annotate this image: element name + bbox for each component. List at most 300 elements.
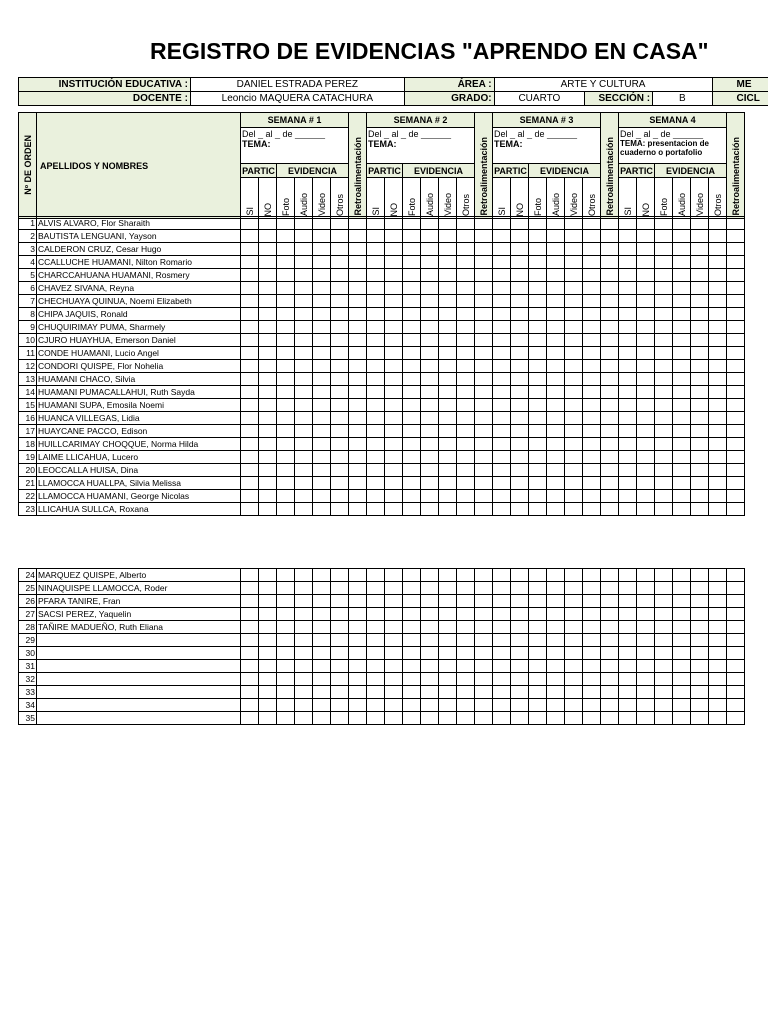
evidence-cell[interactable] xyxy=(601,634,619,647)
evidence-cell[interactable] xyxy=(367,243,385,256)
evidence-cell[interactable] xyxy=(529,451,547,464)
evidence-cell[interactable] xyxy=(637,582,655,595)
evidence-cell[interactable] xyxy=(241,334,259,347)
evidence-cell[interactable] xyxy=(277,464,295,477)
evidence-cell[interactable] xyxy=(637,308,655,321)
evidence-cell[interactable] xyxy=(709,647,727,660)
evidence-cell[interactable] xyxy=(295,490,313,503)
evidence-cell[interactable] xyxy=(331,490,349,503)
evidence-cell[interactable] xyxy=(565,386,583,399)
evidence-cell[interactable] xyxy=(277,673,295,686)
evidence-cell[interactable] xyxy=(385,295,403,308)
evidence-cell[interactable] xyxy=(691,503,709,516)
evidence-cell[interactable] xyxy=(475,686,493,699)
evidence-cell[interactable] xyxy=(259,334,277,347)
evidence-cell[interactable] xyxy=(709,295,727,308)
evidence-cell[interactable] xyxy=(457,347,475,360)
evidence-cell[interactable] xyxy=(241,256,259,269)
evidence-cell[interactable] xyxy=(547,230,565,243)
evidence-cell[interactable] xyxy=(547,647,565,660)
evidence-cell[interactable] xyxy=(619,712,637,725)
evidence-cell[interactable] xyxy=(547,490,565,503)
evidence-cell[interactable] xyxy=(601,373,619,386)
evidence-cell[interactable] xyxy=(583,686,601,699)
evidence-cell[interactable] xyxy=(547,438,565,451)
evidence-cell[interactable] xyxy=(421,464,439,477)
evidence-cell[interactable] xyxy=(295,686,313,699)
evidence-cell[interactable] xyxy=(349,399,367,412)
evidence-cell[interactable] xyxy=(421,425,439,438)
evidence-cell[interactable] xyxy=(655,425,673,438)
evidence-cell[interactable] xyxy=(295,569,313,582)
evidence-cell[interactable] xyxy=(547,308,565,321)
evidence-cell[interactable] xyxy=(601,464,619,477)
evidence-cell[interactable] xyxy=(655,269,673,282)
evidence-cell[interactable] xyxy=(349,660,367,673)
evidence-cell[interactable] xyxy=(673,582,691,595)
evidence-cell[interactable] xyxy=(673,490,691,503)
evidence-cell[interactable] xyxy=(637,399,655,412)
evidence-cell[interactable] xyxy=(691,230,709,243)
evidence-cell[interactable] xyxy=(601,699,619,712)
evidence-cell[interactable] xyxy=(331,621,349,634)
evidence-cell[interactable] xyxy=(601,686,619,699)
evidence-cell[interactable] xyxy=(439,477,457,490)
evidence-cell[interactable] xyxy=(583,634,601,647)
evidence-cell[interactable] xyxy=(313,712,331,725)
evidence-cell[interactable] xyxy=(457,334,475,347)
evidence-cell[interactable] xyxy=(277,490,295,503)
evidence-cell[interactable] xyxy=(331,373,349,386)
evidence-cell[interactable] xyxy=(529,595,547,608)
evidence-cell[interactable] xyxy=(259,412,277,425)
evidence-cell[interactable] xyxy=(349,438,367,451)
evidence-cell[interactable] xyxy=(421,334,439,347)
evidence-cell[interactable] xyxy=(457,269,475,282)
evidence-cell[interactable] xyxy=(367,569,385,582)
evidence-cell[interactable] xyxy=(601,438,619,451)
evidence-cell[interactable] xyxy=(259,634,277,647)
evidence-cell[interactable] xyxy=(673,608,691,621)
evidence-cell[interactable] xyxy=(349,243,367,256)
evidence-cell[interactable] xyxy=(619,621,637,634)
evidence-cell[interactable] xyxy=(475,243,493,256)
evidence-cell[interactable] xyxy=(691,438,709,451)
evidence-cell[interactable] xyxy=(295,256,313,269)
evidence-cell[interactable] xyxy=(385,582,403,595)
evidence-cell[interactable] xyxy=(619,334,637,347)
evidence-cell[interactable] xyxy=(601,647,619,660)
evidence-cell[interactable] xyxy=(529,308,547,321)
evidence-cell[interactable] xyxy=(619,438,637,451)
evidence-cell[interactable] xyxy=(709,569,727,582)
evidence-cell[interactable] xyxy=(619,230,637,243)
evidence-cell[interactable] xyxy=(529,425,547,438)
evidence-cell[interactable] xyxy=(259,360,277,373)
evidence-cell[interactable] xyxy=(709,386,727,399)
evidence-cell[interactable] xyxy=(727,490,745,503)
evidence-cell[interactable] xyxy=(277,269,295,282)
evidence-cell[interactable] xyxy=(673,243,691,256)
evidence-cell[interactable] xyxy=(295,647,313,660)
evidence-cell[interactable] xyxy=(529,699,547,712)
evidence-cell[interactable] xyxy=(727,256,745,269)
evidence-cell[interactable] xyxy=(601,608,619,621)
evidence-cell[interactable] xyxy=(655,608,673,621)
evidence-cell[interactable] xyxy=(403,295,421,308)
evidence-cell[interactable] xyxy=(565,230,583,243)
evidence-cell[interactable] xyxy=(475,438,493,451)
evidence-cell[interactable] xyxy=(619,647,637,660)
evidence-cell[interactable] xyxy=(727,412,745,425)
evidence-cell[interactable] xyxy=(421,477,439,490)
evidence-cell[interactable] xyxy=(655,634,673,647)
evidence-cell[interactable] xyxy=(493,334,511,347)
evidence-cell[interactable] xyxy=(547,699,565,712)
evidence-cell[interactable] xyxy=(691,660,709,673)
evidence-cell[interactable] xyxy=(259,425,277,438)
evidence-cell[interactable] xyxy=(349,569,367,582)
evidence-cell[interactable] xyxy=(241,634,259,647)
evidence-cell[interactable] xyxy=(403,490,421,503)
evidence-cell[interactable] xyxy=(367,347,385,360)
evidence-cell[interactable] xyxy=(511,217,529,230)
evidence-cell[interactable] xyxy=(421,386,439,399)
evidence-cell[interactable] xyxy=(709,230,727,243)
evidence-cell[interactable] xyxy=(493,634,511,647)
evidence-cell[interactable] xyxy=(493,686,511,699)
evidence-cell[interactable] xyxy=(439,386,457,399)
evidence-cell[interactable] xyxy=(403,673,421,686)
evidence-cell[interactable] xyxy=(385,243,403,256)
evidence-cell[interactable] xyxy=(475,399,493,412)
evidence-cell[interactable] xyxy=(277,438,295,451)
evidence-cell[interactable] xyxy=(565,660,583,673)
evidence-cell[interactable] xyxy=(295,595,313,608)
evidence-cell[interactable] xyxy=(385,595,403,608)
evidence-cell[interactable] xyxy=(295,347,313,360)
evidence-cell[interactable] xyxy=(673,282,691,295)
evidence-cell[interactable] xyxy=(331,217,349,230)
evidence-cell[interactable] xyxy=(493,451,511,464)
evidence-cell[interactable] xyxy=(691,712,709,725)
evidence-cell[interactable] xyxy=(367,503,385,516)
evidence-cell[interactable] xyxy=(727,425,745,438)
evidence-cell[interactable] xyxy=(493,464,511,477)
evidence-cell[interactable] xyxy=(565,308,583,321)
evidence-cell[interactable] xyxy=(403,269,421,282)
evidence-cell[interactable] xyxy=(619,660,637,673)
evidence-cell[interactable] xyxy=(529,621,547,634)
evidence-cell[interactable] xyxy=(583,347,601,360)
evidence-cell[interactable] xyxy=(601,712,619,725)
evidence-cell[interactable] xyxy=(313,608,331,621)
evidence-cell[interactable] xyxy=(403,464,421,477)
evidence-cell[interactable] xyxy=(241,686,259,699)
evidence-cell[interactable] xyxy=(583,660,601,673)
evidence-cell[interactable] xyxy=(583,477,601,490)
evidence-cell[interactable] xyxy=(349,334,367,347)
evidence-cell[interactable] xyxy=(511,334,529,347)
evidence-cell[interactable] xyxy=(637,217,655,230)
evidence-cell[interactable] xyxy=(313,334,331,347)
evidence-cell[interactable] xyxy=(601,269,619,282)
evidence-cell[interactable] xyxy=(259,621,277,634)
evidence-cell[interactable] xyxy=(547,269,565,282)
evidence-cell[interactable] xyxy=(673,686,691,699)
evidence-cell[interactable] xyxy=(403,438,421,451)
evidence-cell[interactable] xyxy=(241,321,259,334)
evidence-cell[interactable] xyxy=(421,686,439,699)
evidence-cell[interactable] xyxy=(475,582,493,595)
evidence-cell[interactable] xyxy=(241,660,259,673)
evidence-cell[interactable] xyxy=(421,582,439,595)
evidence-cell[interactable] xyxy=(313,477,331,490)
evidence-cell[interactable] xyxy=(259,321,277,334)
evidence-cell[interactable] xyxy=(367,438,385,451)
evidence-cell[interactable] xyxy=(637,621,655,634)
evidence-cell[interactable] xyxy=(331,295,349,308)
evidence-cell[interactable] xyxy=(547,673,565,686)
evidence-cell[interactable] xyxy=(331,399,349,412)
evidence-cell[interactable] xyxy=(601,295,619,308)
evidence-cell[interactable] xyxy=(691,308,709,321)
evidence-cell[interactable] xyxy=(547,712,565,725)
evidence-cell[interactable] xyxy=(421,373,439,386)
evidence-cell[interactable] xyxy=(727,595,745,608)
evidence-cell[interactable] xyxy=(691,217,709,230)
evidence-cell[interactable] xyxy=(457,699,475,712)
evidence-cell[interactable] xyxy=(619,282,637,295)
evidence-cell[interactable] xyxy=(529,282,547,295)
evidence-cell[interactable] xyxy=(331,673,349,686)
evidence-cell[interactable] xyxy=(331,308,349,321)
evidence-cell[interactable] xyxy=(637,360,655,373)
evidence-cell[interactable] xyxy=(601,621,619,634)
evidence-cell[interactable] xyxy=(259,490,277,503)
evidence-cell[interactable] xyxy=(421,347,439,360)
evidence-cell[interactable] xyxy=(673,673,691,686)
evidence-cell[interactable] xyxy=(313,256,331,269)
evidence-cell[interactable] xyxy=(709,699,727,712)
evidence-cell[interactable] xyxy=(475,699,493,712)
evidence-cell[interactable] xyxy=(691,699,709,712)
evidence-cell[interactable] xyxy=(439,308,457,321)
evidence-cell[interactable] xyxy=(457,621,475,634)
evidence-cell[interactable] xyxy=(493,712,511,725)
evidence-cell[interactable] xyxy=(673,438,691,451)
evidence-cell[interactable] xyxy=(529,269,547,282)
evidence-cell[interactable] xyxy=(565,347,583,360)
evidence-cell[interactable] xyxy=(295,634,313,647)
evidence-cell[interactable] xyxy=(565,712,583,725)
evidence-cell[interactable] xyxy=(475,569,493,582)
evidence-cell[interactable] xyxy=(583,295,601,308)
evidence-cell[interactable] xyxy=(619,490,637,503)
evidence-cell[interactable] xyxy=(511,712,529,725)
evidence-cell[interactable] xyxy=(709,217,727,230)
evidence-cell[interactable] xyxy=(403,634,421,647)
evidence-cell[interactable] xyxy=(511,282,529,295)
evidence-cell[interactable] xyxy=(457,360,475,373)
evidence-cell[interactable] xyxy=(475,373,493,386)
evidence-cell[interactable] xyxy=(727,621,745,634)
evidence-cell[interactable] xyxy=(385,412,403,425)
evidence-cell[interactable] xyxy=(709,308,727,321)
evidence-cell[interactable] xyxy=(367,399,385,412)
evidence-cell[interactable] xyxy=(475,673,493,686)
evidence-cell[interactable] xyxy=(421,256,439,269)
evidence-cell[interactable] xyxy=(583,217,601,230)
evidence-cell[interactable] xyxy=(691,334,709,347)
evidence-cell[interactable] xyxy=(511,477,529,490)
evidence-cell[interactable] xyxy=(421,595,439,608)
evidence-cell[interactable] xyxy=(655,334,673,347)
evidence-cell[interactable] xyxy=(511,595,529,608)
evidence-cell[interactable] xyxy=(385,321,403,334)
evidence-cell[interactable] xyxy=(547,634,565,647)
evidence-cell[interactable] xyxy=(511,569,529,582)
evidence-cell[interactable] xyxy=(439,360,457,373)
evidence-cell[interactable] xyxy=(367,412,385,425)
evidence-cell[interactable] xyxy=(691,569,709,582)
evidence-cell[interactable] xyxy=(637,243,655,256)
evidence-cell[interactable] xyxy=(565,399,583,412)
evidence-cell[interactable] xyxy=(241,699,259,712)
evidence-cell[interactable] xyxy=(565,438,583,451)
evidence-cell[interactable] xyxy=(619,321,637,334)
evidence-cell[interactable] xyxy=(493,230,511,243)
evidence-cell[interactable] xyxy=(655,660,673,673)
evidence-cell[interactable] xyxy=(529,673,547,686)
evidence-cell[interactable] xyxy=(673,595,691,608)
evidence-cell[interactable] xyxy=(475,412,493,425)
evidence-cell[interactable] xyxy=(691,647,709,660)
evidence-cell[interactable] xyxy=(349,464,367,477)
evidence-cell[interactable] xyxy=(583,334,601,347)
evidence-cell[interactable] xyxy=(583,386,601,399)
evidence-cell[interactable] xyxy=(511,608,529,621)
evidence-cell[interactable] xyxy=(583,490,601,503)
evidence-cell[interactable] xyxy=(241,608,259,621)
evidence-cell[interactable] xyxy=(565,608,583,621)
evidence-cell[interactable] xyxy=(511,386,529,399)
evidence-cell[interactable] xyxy=(619,425,637,438)
evidence-cell[interactable] xyxy=(637,334,655,347)
evidence-cell[interactable] xyxy=(691,269,709,282)
evidence-cell[interactable] xyxy=(457,647,475,660)
evidence-cell[interactable] xyxy=(331,230,349,243)
evidence-cell[interactable] xyxy=(403,595,421,608)
evidence-cell[interactable] xyxy=(421,569,439,582)
evidence-cell[interactable] xyxy=(277,425,295,438)
evidence-cell[interactable] xyxy=(439,647,457,660)
evidence-cell[interactable] xyxy=(259,647,277,660)
evidence-cell[interactable] xyxy=(439,660,457,673)
evidence-cell[interactable] xyxy=(259,451,277,464)
evidence-cell[interactable] xyxy=(637,321,655,334)
evidence-cell[interactable] xyxy=(565,569,583,582)
evidence-cell[interactable] xyxy=(421,451,439,464)
evidence-cell[interactable] xyxy=(655,673,673,686)
evidence-cell[interactable] xyxy=(655,282,673,295)
evidence-cell[interactable] xyxy=(475,477,493,490)
evidence-cell[interactable] xyxy=(367,686,385,699)
evidence-cell[interactable] xyxy=(331,686,349,699)
evidence-cell[interactable] xyxy=(403,712,421,725)
evidence-cell[interactable] xyxy=(601,386,619,399)
evidence-cell[interactable] xyxy=(511,399,529,412)
evidence-cell[interactable] xyxy=(511,686,529,699)
evidence-cell[interactable] xyxy=(331,503,349,516)
evidence-cell[interactable] xyxy=(691,399,709,412)
evidence-cell[interactable] xyxy=(457,308,475,321)
evidence-cell[interactable] xyxy=(421,438,439,451)
evidence-cell[interactable] xyxy=(727,282,745,295)
evidence-cell[interactable] xyxy=(619,360,637,373)
evidence-cell[interactable] xyxy=(457,569,475,582)
evidence-cell[interactable] xyxy=(403,256,421,269)
evidence-cell[interactable] xyxy=(385,373,403,386)
evidence-cell[interactable] xyxy=(547,347,565,360)
evidence-cell[interactable] xyxy=(349,386,367,399)
evidence-cell[interactable] xyxy=(259,582,277,595)
evidence-cell[interactable] xyxy=(259,269,277,282)
evidence-cell[interactable] xyxy=(241,503,259,516)
evidence-cell[interactable] xyxy=(727,438,745,451)
evidence-cell[interactable] xyxy=(637,712,655,725)
evidence-cell[interactable] xyxy=(709,595,727,608)
evidence-cell[interactable] xyxy=(727,647,745,660)
evidence-cell[interactable] xyxy=(313,360,331,373)
evidence-cell[interactable] xyxy=(637,647,655,660)
evidence-cell[interactable] xyxy=(277,699,295,712)
evidence-cell[interactable] xyxy=(367,256,385,269)
evidence-cell[interactable] xyxy=(493,438,511,451)
evidence-cell[interactable] xyxy=(691,295,709,308)
evidence-cell[interactable] xyxy=(493,282,511,295)
evidence-cell[interactable] xyxy=(475,490,493,503)
evidence-cell[interactable] xyxy=(511,660,529,673)
evidence-cell[interactable] xyxy=(241,399,259,412)
evidence-cell[interactable] xyxy=(259,608,277,621)
evidence-cell[interactable] xyxy=(367,217,385,230)
evidence-cell[interactable] xyxy=(277,686,295,699)
evidence-cell[interactable] xyxy=(385,608,403,621)
evidence-cell[interactable] xyxy=(709,451,727,464)
evidence-cell[interactable] xyxy=(277,217,295,230)
evidence-cell[interactable] xyxy=(403,217,421,230)
evidence-cell[interactable] xyxy=(547,425,565,438)
evidence-cell[interactable] xyxy=(367,621,385,634)
evidence-cell[interactable] xyxy=(547,660,565,673)
evidence-cell[interactable] xyxy=(709,360,727,373)
evidence-cell[interactable] xyxy=(565,673,583,686)
evidence-cell[interactable] xyxy=(295,269,313,282)
evidence-cell[interactable] xyxy=(367,360,385,373)
evidence-cell[interactable] xyxy=(547,569,565,582)
evidence-cell[interactable] xyxy=(493,360,511,373)
evidence-cell[interactable] xyxy=(421,321,439,334)
evidence-cell[interactable] xyxy=(259,230,277,243)
evidence-cell[interactable] xyxy=(727,673,745,686)
evidence-cell[interactable] xyxy=(727,464,745,477)
evidence-cell[interactable] xyxy=(529,712,547,725)
evidence-cell[interactable] xyxy=(241,386,259,399)
evidence-cell[interactable] xyxy=(295,699,313,712)
evidence-cell[interactable] xyxy=(385,634,403,647)
evidence-cell[interactable] xyxy=(403,503,421,516)
